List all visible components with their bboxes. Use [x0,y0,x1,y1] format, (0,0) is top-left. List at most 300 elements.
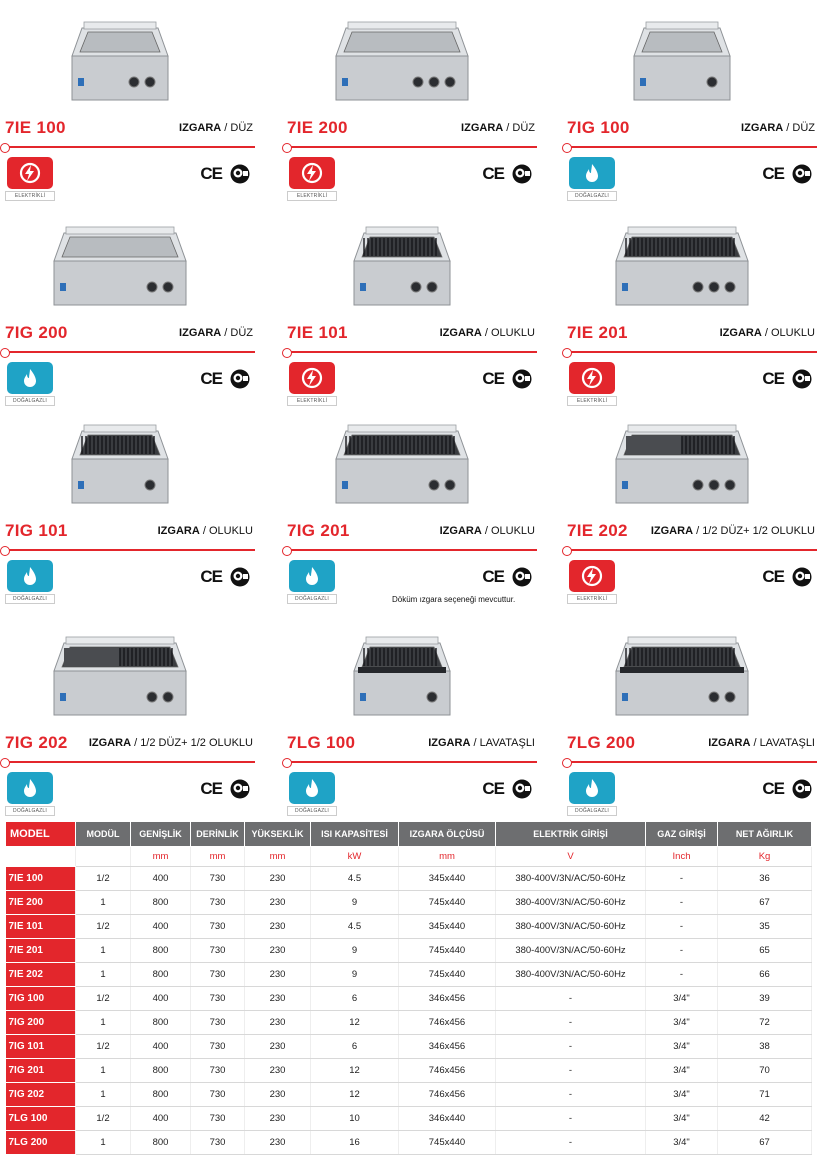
model-code: 7LG 200 [567,733,636,752]
model-code: 7IG 202 [5,733,68,752]
units-row [6,847,812,867]
table-cell: 800 [131,1083,191,1107]
product-photo [612,213,752,313]
table-cell: 3/4" [646,1131,718,1155]
table-cell: 230 [245,891,311,915]
product-description: IZGARA / DÜZ [179,327,253,339]
table-cell: 746x456 [399,1083,496,1107]
energy-label: DOĞALGAZLI [567,806,617,816]
row-model-cell: 7IE 200 [6,891,76,915]
energy-label: ELEKTRİKLİ [567,396,617,406]
grill-plate [362,237,442,257]
divider-line [4,761,255,763]
table-cell: - [496,1035,646,1059]
table-row [6,963,812,987]
row-model-cell: 7IG 202 [6,1083,76,1107]
table-cell: 1 [76,1011,131,1035]
ce-mark-icon: CE [762,164,784,183]
divider-line [566,146,817,148]
table-cell: 745x440 [399,1131,496,1155]
product-photo [50,213,190,313]
col-header-heat-capacity: ISI KAPASİTESİ [311,822,399,847]
table-cell: 70 [718,1059,812,1083]
certifications [482,368,533,390]
energy-label: DOĞALGAZLI [567,191,617,201]
table-cell: 35 [718,915,812,939]
gas-badge [287,560,337,610]
grill-plate [642,32,722,52]
table-cell: 3/4" [646,1011,718,1035]
table-cell: 745x440 [399,891,496,915]
table-cell: 1 [76,939,131,963]
product-photo [332,411,472,511]
product-photo [50,8,190,108]
ce-mark-icon: CE [482,369,504,388]
table-row [6,1011,812,1035]
table-cell: 65 [718,939,812,963]
product-card [562,615,817,820]
model-code: 7IG 200 [5,323,68,342]
grill-plate [80,32,160,52]
product-type: IZGARA [650,525,694,537]
table-row [6,1035,812,1059]
certifications [200,778,251,800]
ce-mark-icon: CE [482,779,504,798]
product-photo [612,411,752,511]
divider-line [4,146,255,148]
model-code: 7IE 201 [567,323,628,342]
product-variant: OLUKLU [490,327,535,339]
divider-line [286,146,537,148]
product-photo [612,8,752,108]
table-cell: 12 [311,1059,399,1083]
table-cell: 1/2 [76,1035,131,1059]
table-cell: 380-400V/3N/AC/50-60Hz [496,915,646,939]
gas-badge [287,772,337,822]
energy-label: ELEKTRİKLİ [567,594,617,604]
table-cell: 730 [191,867,245,891]
gas-cert-icon [511,566,533,588]
table-cell: 800 [131,1011,191,1035]
table-cell: 42 [718,1107,812,1131]
row-model-cell: 7LG 200 [6,1131,76,1155]
table-cell: 346x456 [399,987,496,1011]
table-cell: - [496,987,646,1011]
model-code: 7IE 200 [287,118,348,137]
table-cell: 800 [131,939,191,963]
product-type: IZGARA [439,327,482,339]
divider-line [566,549,817,551]
ce-mark-icon: CE [200,164,222,183]
product-description: IZGARA / 1/2 DÜZ+ 1/2 OLUKLU [650,525,815,537]
product-description: IZGARA / OLUKLU [439,525,535,537]
gas-cert-icon [229,163,251,185]
table-cell: 400 [131,915,191,939]
table-cell: 9 [311,963,399,987]
model-code: 7IG 201 [287,521,350,540]
model-code: 7LG 100 [287,733,356,752]
table-cell: 1/2 [76,1107,131,1131]
energy-label: ELEKTRİKLİ [287,396,337,406]
table-cell: 380-400V/3N/AC/50-60Hz [496,867,646,891]
col-header-width: GENİŞLİK [131,822,191,847]
product-variant: OLUKLU [490,525,535,537]
table-row [6,1131,812,1155]
row-model-cell: 7LG 100 [6,1107,76,1131]
product-card [562,403,817,608]
table-cell: 746x456 [399,1011,496,1035]
product-card [0,0,255,205]
flame-icon [289,560,335,592]
table-cell: 346x456 [399,1035,496,1059]
table-cell: 1 [76,1059,131,1083]
product-type: IZGARA [157,525,200,537]
product-photo [332,623,472,723]
table-cell: - [496,1059,646,1083]
product-description: IZGARA / 1/2 DÜZ+ 1/2 OLUKLU [88,737,253,749]
product-photo [332,8,472,108]
table-cell: 730 [191,939,245,963]
table-cell: 346x440 [399,1107,496,1131]
energy-label: DOĞALGAZLI [287,806,337,816]
unit-cell: mm [399,847,496,867]
table-cell: 730 [191,1083,245,1107]
table-cell: - [496,1131,646,1155]
table-cell: 230 [245,987,311,1011]
table-cell: 730 [191,1107,245,1131]
spec-table [5,821,812,1155]
model-code: 7IE 100 [5,118,66,137]
gas-badge [5,560,55,610]
product-card [282,403,537,608]
divider-line [566,761,817,763]
divider-line [566,351,817,353]
table-cell: 800 [131,1059,191,1083]
table-cell: 730 [191,987,245,1011]
table-cell: 400 [131,1035,191,1059]
certifications [482,566,533,588]
row-model-cell: 7IG 100 [6,987,76,1011]
table-cell: 400 [131,1107,191,1131]
gas-cert-icon [229,566,251,588]
unit-cell: mm [191,847,245,867]
certifications [762,368,813,390]
table-cell: 800 [131,963,191,987]
table-cell: 67 [718,1131,812,1155]
product-type: IZGARA [439,525,482,537]
table-cell: 730 [191,891,245,915]
electric-badge [287,157,337,207]
gas-cert-icon [791,566,813,588]
table-cell: 71 [718,1083,812,1107]
product-variant: DÜZ [230,327,253,339]
table-row [6,867,812,891]
table-cell: 730 [191,1131,245,1155]
table-cell: 230 [245,915,311,939]
table-cell: 230 [245,963,311,987]
product-photo [50,623,190,723]
unit-cell: mm [131,847,191,867]
table-cell: 730 [191,963,245,987]
table-cell: - [646,891,718,915]
flame-icon [7,362,53,394]
flame-icon [7,772,53,804]
product-description: IZGARA / LAVATAŞLI [428,737,535,749]
unit-cell: Inch [646,847,718,867]
table-cell: 67 [718,891,812,915]
product-card [562,0,817,205]
certifications [200,163,251,185]
table-cell: 66 [718,963,812,987]
model-code: 7IE 202 [567,521,628,540]
row-model-cell: 7IG 201 [6,1059,76,1083]
product-variant: 1/2 DÜZ+ 1/2 OLUKLU [140,737,253,749]
table-cell: 230 [245,1107,311,1131]
table-cell: 345x440 [399,867,496,891]
divider-line [286,761,537,763]
table-cell: 745x440 [399,963,496,987]
gas-cert-icon [511,778,533,800]
row-model-cell: 7IG 101 [6,1035,76,1059]
table-cell: 6 [311,1035,399,1059]
gas-cert-icon [791,778,813,800]
product-variant: DÜZ [512,122,535,134]
product-card [282,615,537,820]
product-description: IZGARA / OLUKLU [719,327,815,339]
table-cell: 16 [311,1131,399,1155]
model-code: 7IG 101 [5,521,68,540]
gas-cert-icon [511,368,533,390]
grill-plate [344,32,460,52]
lightning-icon [7,157,53,189]
product-type: IZGARA [88,737,132,749]
model-code: 7IG 100 [567,118,630,137]
table-cell: 1 [76,1131,131,1155]
product-card [282,0,537,205]
ce-mark-icon: CE [762,567,784,586]
grill-plate [362,647,442,667]
product-type: IZGARA [719,327,762,339]
table-cell: 1/2 [76,987,131,1011]
table-cell: 230 [245,1083,311,1107]
col-header-electric-input: ELEKTRİK GİRİŞİ [496,822,646,847]
ce-mark-icon: CE [200,567,222,586]
unit-cell: V [496,847,646,867]
col-header-gas-input: GAZ GİRİŞİ [646,822,718,847]
table-cell: 230 [245,1011,311,1035]
lightning-icon [289,362,335,394]
table-row [6,915,812,939]
energy-label: DOĞALGAZLI [287,594,337,604]
certifications [762,163,813,185]
gas-cert-icon [511,163,533,185]
product-photo [332,213,472,313]
table-cell: 3/4" [646,1083,718,1107]
table-cell: 4.5 [311,915,399,939]
table-cell: 730 [191,1059,245,1083]
table-cell: - [496,1107,646,1131]
table-row [6,987,812,1011]
ce-mark-icon: CE [762,369,784,388]
product-variant: LAVATAŞLI [479,737,535,749]
col-header-height: YÜKSEKLİK [245,822,311,847]
certifications [482,163,533,185]
energy-label: DOĞALGAZLI [5,806,55,816]
flame-icon [7,560,53,592]
row-model-cell: 7IE 202 [6,963,76,987]
table-cell: 730 [191,915,245,939]
product-card [0,403,255,608]
table-cell: 38 [718,1035,812,1059]
product-type: IZGARA [741,122,784,134]
table-cell: 800 [131,1131,191,1155]
col-header-model: MODEL [6,822,76,847]
product-description: IZGARA / OLUKLU [157,525,253,537]
ce-mark-icon: CE [200,369,222,388]
ce-mark-icon: CE [482,164,504,183]
table-cell: 345x440 [399,915,496,939]
product-type: IZGARA [428,737,471,749]
lightning-icon [289,157,335,189]
col-header-depth: DERİNLİK [191,822,245,847]
table-row [6,891,812,915]
certifications [762,778,813,800]
table-row [6,1059,812,1083]
table-cell: 6 [311,987,399,1011]
row-model-cell: 7IE 101 [6,915,76,939]
spec-header-row [6,822,812,847]
product-type: IZGARA [708,737,751,749]
flame-icon [569,157,615,189]
grill-plate [80,435,160,455]
lightning-icon [569,560,615,592]
table-cell: 72 [718,1011,812,1035]
table-cell: 10 [311,1107,399,1131]
table-cell: 746x456 [399,1059,496,1083]
table-cell: 1/2 [76,867,131,891]
product-description: IZGARA / DÜZ [741,122,815,134]
energy-label: DOĞALGAZLI [5,594,55,604]
ce-mark-icon: CE [482,567,504,586]
table-cell: 4.5 [311,867,399,891]
table-cell: 400 [131,987,191,1011]
table-cell: 3/4" [646,1059,718,1083]
table-cell: 230 [245,939,311,963]
product-type: IZGARA [461,122,504,134]
table-cell: 745x440 [399,939,496,963]
divider-line [4,351,255,353]
energy-label: DOĞALGAZLI [5,396,55,406]
gas-cert-icon [791,163,813,185]
product-card [282,205,537,410]
table-cell: - [646,963,718,987]
product-card [562,205,817,410]
table-row [6,1107,812,1131]
product-card [0,205,255,410]
table-cell: 3/4" [646,987,718,1011]
gas-cert-icon [791,368,813,390]
model-code: 7IE 101 [287,323,348,342]
row-model-cell: 7IG 200 [6,1011,76,1035]
product-variant: DÜZ [230,122,253,134]
table-cell: 39 [718,987,812,1011]
product-variant: LAVATAŞLI [759,737,815,749]
product-description: IZGARA / DÜZ [179,122,253,134]
product-card [0,615,255,820]
certifications [200,368,251,390]
divider-line [286,351,537,353]
electric-badge [567,560,617,610]
product-type: IZGARA [179,122,222,134]
col-header-grill-size: IZGARA ÖLÇÜSÜ [399,822,496,847]
table-cell: 1 [76,963,131,987]
table-cell: 3/4" [646,1035,718,1059]
certifications [482,778,533,800]
certifications [762,566,813,588]
table-cell: 380-400V/3N/AC/50-60Hz [496,891,646,915]
table-cell: - [496,1083,646,1107]
table-cell: - [646,867,718,891]
grill-plate [62,237,178,257]
gas-badge [5,772,55,822]
ce-mark-icon: CE [762,779,784,798]
lightning-icon [569,362,615,394]
table-cell: 9 [311,939,399,963]
gas-badge [567,157,617,207]
unit-cell [6,847,76,867]
table-cell: 380-400V/3N/AC/50-60Hz [496,963,646,987]
product-description: IZGARA / DÜZ [461,122,535,134]
table-cell: 230 [245,1059,311,1083]
certifications [200,566,251,588]
table-cell: 12 [311,1083,399,1107]
table-cell: 230 [245,867,311,891]
table-row [6,939,812,963]
table-cell: - [496,1011,646,1035]
col-header-net-weight: NET AĞIRLIK [718,822,812,847]
row-model-cell: 7IE 100 [6,867,76,891]
product-type: IZGARA [179,327,222,339]
table-cell: 730 [191,1011,245,1035]
row-model-cell: 7IE 201 [6,939,76,963]
table-cell: 36 [718,867,812,891]
table-cell: - [646,939,718,963]
table-cell: 730 [191,1035,245,1059]
product-variant: 1/2 DÜZ+ 1/2 OLUKLU [702,525,815,537]
table-cell: 800 [131,891,191,915]
table-cell: 1/2 [76,915,131,939]
gas-cert-icon [229,778,251,800]
table-cell: 3/4" [646,1107,718,1131]
flame-icon [569,772,615,804]
product-note: Döküm ızgara seçeneği mevcuttur. [392,595,516,604]
table-row [6,1083,812,1107]
ce-mark-icon: CE [200,779,222,798]
table-cell: 12 [311,1011,399,1035]
divider-line [4,549,255,551]
unit-cell [76,847,131,867]
table-cell: 1 [76,891,131,915]
table-cell: 9 [311,891,399,915]
product-variant: DÜZ [792,122,815,134]
product-variant: OLUKLU [208,525,253,537]
energy-label: ELEKTRİKLİ [5,191,55,201]
table-cell: 230 [245,1035,311,1059]
product-photo [50,411,190,511]
table-cell: 230 [245,1131,311,1155]
table-cell: - [646,915,718,939]
product-description: IZGARA / LAVATAŞLI [708,737,815,749]
